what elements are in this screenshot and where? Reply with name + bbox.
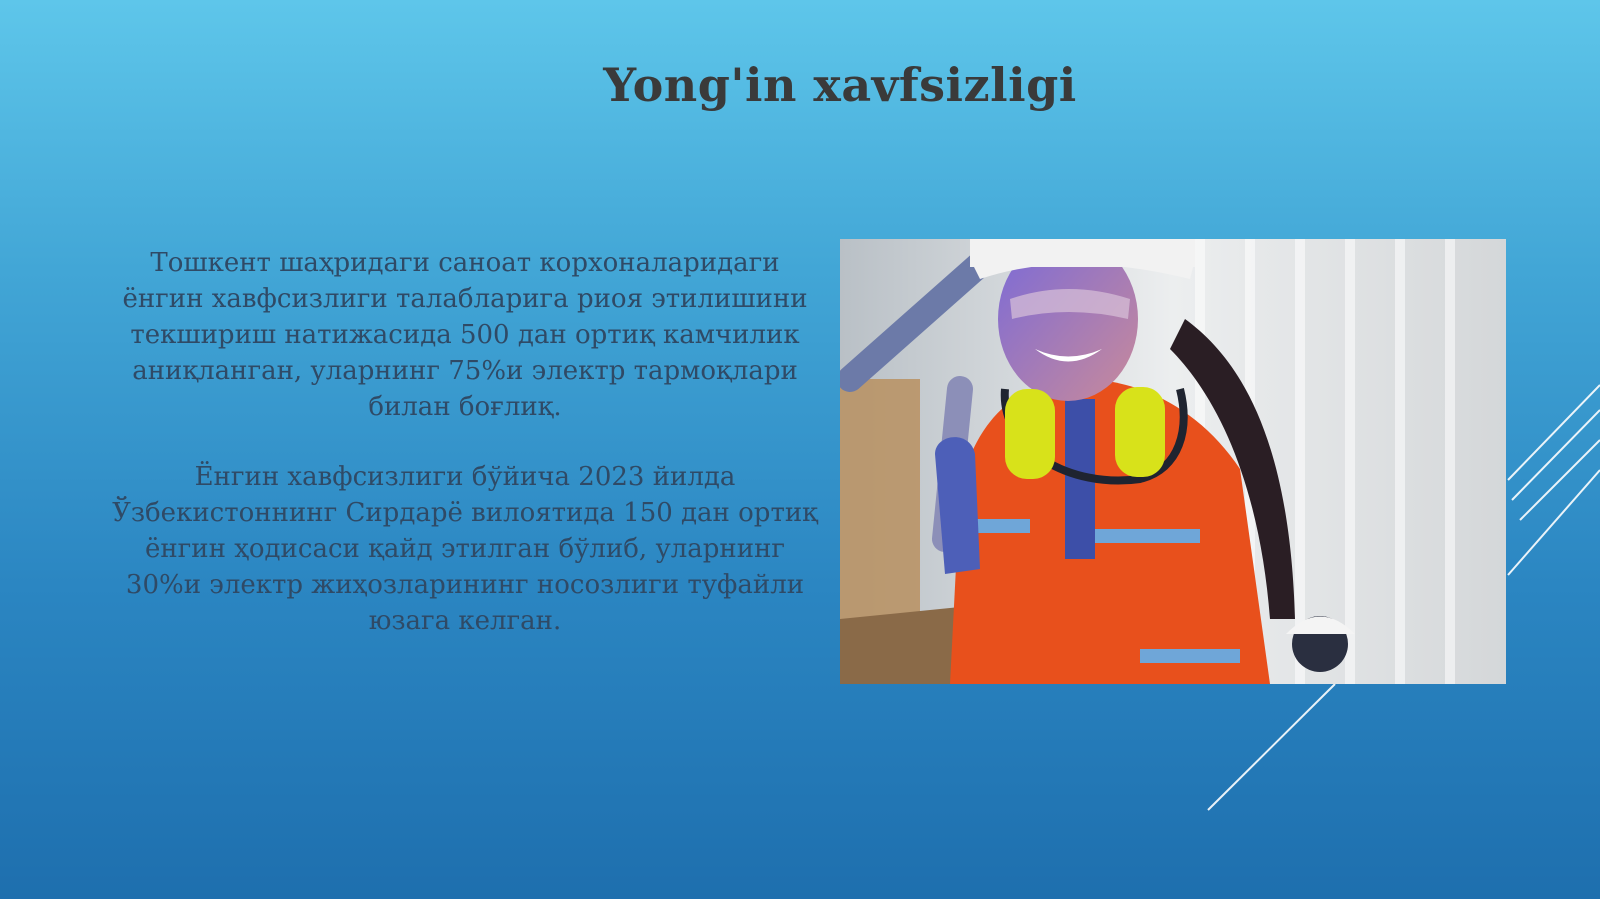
slide-title: Yong'in xavfsizligi: [603, 58, 1077, 112]
paragraph-1: Тошкент шаҳридаги саноат корхоналаридаги ёнгин хавфсизлиги талабларига риоя этилишини текшириш натижасида 500 дан ортиқ камчилик аниқланган, уларнинг 75%и электр тармоқлари билан боғлиқ.: [122, 248, 808, 422]
paragraph-2: Ёнгин хавфсизлиги бўйича 2023 йилда Ўзбекистоннинг Сирдарё вилоятида 150 дан ортиқ ёнгин ҳодисаси қайд этилган бўлиб, уларнинг 30%и электр жиҳозларининг носозлиги туфайли юзага келган.: [112, 462, 818, 636]
slide-body: [110, 245, 820, 673]
worker-photo-icon: [840, 239, 1506, 684]
worker-photo: [840, 239, 1506, 684]
